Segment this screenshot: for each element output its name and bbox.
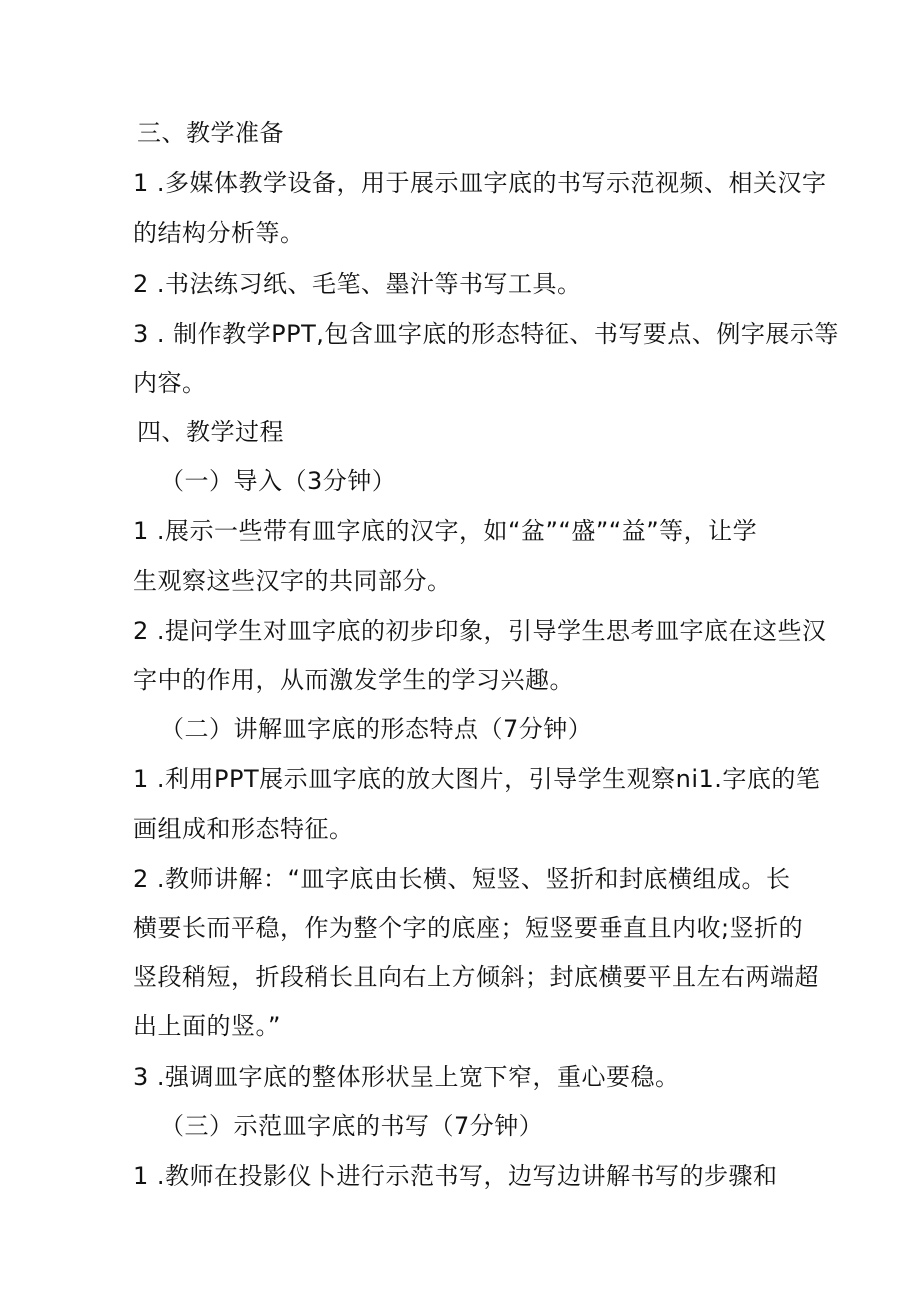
- paragraph-item-2: 2 .书法练习纸、毛笔、墨汁等书写工具。: [133, 270, 582, 298]
- subsection-heading-demonstration: （三）示范皿字底的书写（7分钟）: [160, 1112, 544, 1140]
- subsection-heading-intro: （一）导入（3分钟）: [160, 467, 397, 495]
- paragraph-continuation: 字中的作用，从而激发学生的学习兴趣。: [133, 666, 574, 694]
- paragraph-item-1: 1 .利用PPT展示皿字底的放大图片，引导学生观察ni1.字底的笔: [133, 765, 821, 793]
- section-heading-preparation: 三、教学准备: [137, 119, 284, 147]
- paragraph-item-1: 1 .展示一些带有皿字底的汉字，如“盆”“盛”“益”等，让学: [133, 517, 758, 545]
- paragraph-continuation: 内容。: [133, 369, 207, 397]
- paragraph-continuation: 出上面的竖。”: [133, 1012, 281, 1040]
- paragraph-item-2: 2 .教师讲解：“皿字底由长横、短竖、竖折和封底横组成。长: [133, 865, 791, 893]
- paragraph-item-1: 1 .多媒体教学设备，用于展示皿字底的书写示范视频、相关汉字: [133, 169, 827, 197]
- paragraph-continuation: 横要长而平稳，作为整个字的底座；短竖要垂直且内收;竖折的: [133, 914, 804, 942]
- paragraph-continuation: 生观察这些汉字的共同部分。: [133, 567, 452, 595]
- paragraph-item-1: 1 .教师在投影仪卜进行示范书写，边写边讲解书写的步骤和: [133, 1162, 778, 1190]
- subsection-heading-features: （二）讲解皿字底的形态特点（7分钟）: [160, 715, 593, 743]
- paragraph-continuation: 竖段稍短，折段稍长且向右上方倾斜；封底横要平且左右两端超: [133, 963, 819, 991]
- paragraph-continuation: 画组成和形态特征。: [133, 815, 354, 843]
- paragraph-item-3: 3 .强调皿字底的整体形状呈上宽下窄，重心要稳。: [133, 1063, 680, 1091]
- paragraph-item-3: 3 . 制作教学PPT,包含皿字底的形态特征、书写要点、例字展示等: [133, 320, 839, 348]
- paragraph-item-2: 2 .提问学生对皿字底的初步印象，引导学生思考皿字底在这些汉: [133, 617, 827, 645]
- section-heading-process: 四、教学过程: [137, 418, 284, 446]
- paragraph-continuation: 的结构分析等。: [133, 219, 305, 247]
